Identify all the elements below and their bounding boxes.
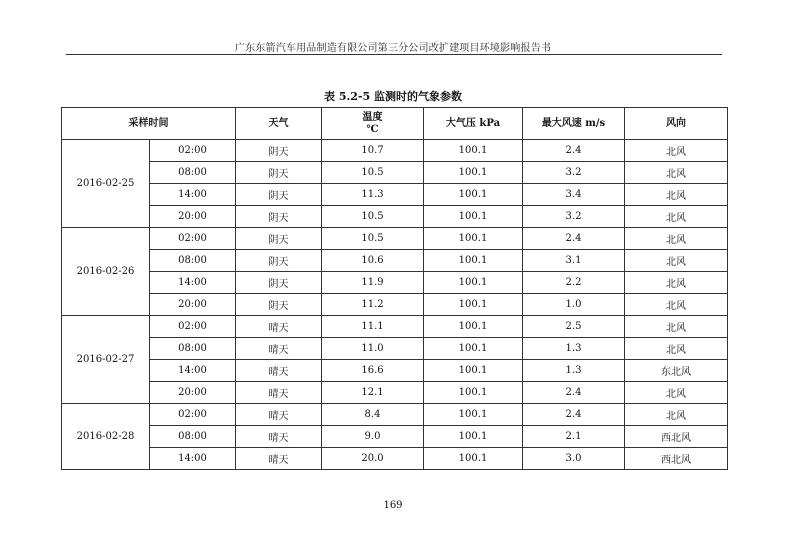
temperature-cell: 10.5 xyxy=(322,206,424,228)
weather-cell: 晴天 xyxy=(236,448,322,470)
weather-cell: 阴天 xyxy=(236,228,322,250)
wind-speed-cell: 1.3 xyxy=(523,360,625,382)
wind-speed-cell: 2.5 xyxy=(523,316,625,338)
wind-speed-cell: 2.2 xyxy=(523,272,625,294)
table-row xyxy=(62,228,728,250)
wind-speed-cell: 2.4 xyxy=(523,382,625,404)
col-header-max-wind-speed: 最大风速 m/s xyxy=(523,108,625,140)
header-divider xyxy=(66,54,722,55)
temperature-cell: 11.9 xyxy=(322,272,424,294)
pressure-cell: 100.1 xyxy=(424,382,523,404)
table-row xyxy=(62,206,728,228)
time-cell: 14:00 xyxy=(150,360,236,382)
weather-parameters-table xyxy=(61,107,728,470)
table-row xyxy=(62,140,728,162)
date-cell: 2016-02-25 xyxy=(62,140,150,228)
weather-cell: 阴天 xyxy=(236,272,322,294)
pressure-cell: 100.1 xyxy=(424,140,523,162)
col-header-weather: 天气 xyxy=(236,108,322,140)
weather-cell: 晴天 xyxy=(236,360,322,382)
pressure-cell: 100.1 xyxy=(424,162,523,184)
temperature-cell: 11.3 xyxy=(322,184,424,206)
temperature-cell: 10.6 xyxy=(322,250,424,272)
pressure-cell: 100.1 xyxy=(424,272,523,294)
wind-direction-cell: 北风 xyxy=(625,140,728,162)
table-row xyxy=(62,426,728,448)
pressure-cell: 100.1 xyxy=(424,360,523,382)
weather-cell: 阴天 xyxy=(236,294,322,316)
wind-direction-cell: 东北风 xyxy=(625,360,728,382)
wind-speed-cell: 3.0 xyxy=(523,448,625,470)
table-row xyxy=(62,162,728,184)
weather-cell: 阴天 xyxy=(236,250,322,272)
time-cell: 14:00 xyxy=(150,272,236,294)
wind-speed-cell: 3.2 xyxy=(523,206,625,228)
wind-speed-cell: 3.4 xyxy=(523,184,625,206)
wind-direction-cell: 北风 xyxy=(625,162,728,184)
wind-speed-cell: 1.0 xyxy=(523,294,625,316)
pressure-cell: 100.1 xyxy=(424,228,523,250)
wind-speed-cell: 2.1 xyxy=(523,426,625,448)
weather-cell: 晴天 xyxy=(236,404,322,426)
time-cell: 20:00 xyxy=(150,382,236,404)
pressure-cell: 100.1 xyxy=(424,426,523,448)
wind-direction-cell: 北风 xyxy=(625,228,728,250)
temperature-cell: 11.2 xyxy=(322,294,424,316)
wind-direction-cell: 北风 xyxy=(625,404,728,426)
table-row xyxy=(62,184,728,206)
date-cell: 2016-02-28 xyxy=(62,404,150,470)
wind-speed-cell: 3.1 xyxy=(523,250,625,272)
weather-cell: 阴天 xyxy=(236,206,322,228)
weather-cell: 晴天 xyxy=(236,316,322,338)
time-cell: 08:00 xyxy=(150,250,236,272)
col-header-pressure: 大气压 kPa xyxy=(424,108,523,140)
table-row xyxy=(62,382,728,404)
wind-direction-cell: 北风 xyxy=(625,184,728,206)
col-header-wind-direction: 风向 xyxy=(625,108,728,140)
wind-direction-cell: 西北风 xyxy=(625,448,728,470)
table-caption: 表 5.2-5 监测时的气象参数 xyxy=(323,90,462,103)
wind-direction-cell: 西北风 xyxy=(625,426,728,448)
weather-cell: 晴天 xyxy=(236,338,322,360)
temperature-cell: 16.6 xyxy=(322,360,424,382)
wind-direction-cell: 北风 xyxy=(625,250,728,272)
time-cell: 02:00 xyxy=(150,140,236,162)
col-header-temperature-unit: ℃ xyxy=(366,123,379,135)
wind-direction-cell: 北风 xyxy=(625,316,728,338)
weather-cell: 阴天 xyxy=(236,184,322,206)
time-cell: 14:00 xyxy=(150,448,236,470)
document-header-title: 广东东箭汽车用品制造有限公司第三分公司改扩建项目环境影响报告书 xyxy=(234,43,552,54)
pressure-cell: 100.1 xyxy=(424,448,523,470)
wind-speed-cell: 2.4 xyxy=(523,404,625,426)
weather-cell: 阴天 xyxy=(236,140,322,162)
wind-speed-cell: 3.2 xyxy=(523,162,625,184)
pressure-cell: 100.1 xyxy=(424,338,523,360)
time-cell: 20:00 xyxy=(150,206,236,228)
pressure-cell: 100.1 xyxy=(424,316,523,338)
pressure-cell: 100.1 xyxy=(424,294,523,316)
pressure-cell: 100.1 xyxy=(424,250,523,272)
pressure-cell: 100.1 xyxy=(424,206,523,228)
time-cell: 08:00 xyxy=(150,162,236,184)
temperature-cell: 20.0 xyxy=(322,448,424,470)
temperature-cell: 11.0 xyxy=(322,338,424,360)
col-header-temperature-label: 温度 xyxy=(362,111,383,123)
table-header-row xyxy=(62,108,728,140)
table-row xyxy=(62,404,728,426)
table-row xyxy=(62,448,728,470)
wind-direction-cell: 北风 xyxy=(625,206,728,228)
col-header-sampling-time: 采样时间 xyxy=(62,108,236,140)
time-cell: 02:00 xyxy=(150,316,236,338)
time-cell: 14:00 xyxy=(150,184,236,206)
wind-speed-cell: 2.4 xyxy=(523,140,625,162)
temperature-cell: 11.1 xyxy=(322,316,424,338)
table-row xyxy=(62,250,728,272)
time-cell: 20:00 xyxy=(150,294,236,316)
temperature-cell: 10.5 xyxy=(322,228,424,250)
pressure-cell: 100.1 xyxy=(424,184,523,206)
weather-cell: 晴天 xyxy=(236,426,322,448)
wind-direction-cell: 北风 xyxy=(625,294,728,316)
temperature-cell: 12.1 xyxy=(322,382,424,404)
date-cell: 2016-02-26 xyxy=(62,228,150,316)
table-row xyxy=(62,294,728,316)
date-cell: 2016-02-27 xyxy=(62,316,150,404)
wind-speed-cell: 2.4 xyxy=(523,228,625,250)
table-row xyxy=(62,360,728,382)
time-cell: 02:00 xyxy=(150,228,236,250)
table-row xyxy=(62,338,728,360)
page-number: 169 xyxy=(383,500,403,511)
wind-direction-cell: 北风 xyxy=(625,272,728,294)
wind-direction-cell: 北风 xyxy=(625,338,728,360)
col-header-temperature xyxy=(322,108,424,140)
temperature-cell: 10.5 xyxy=(322,162,424,184)
temperature-cell: 8.4 xyxy=(322,404,424,426)
temperature-cell: 9.0 xyxy=(322,426,424,448)
table-row xyxy=(62,272,728,294)
pressure-cell: 100.1 xyxy=(424,404,523,426)
wind-speed-cell: 1.3 xyxy=(523,338,625,360)
temperature-cell: 10.7 xyxy=(322,140,424,162)
wind-direction-cell: 北风 xyxy=(625,382,728,404)
weather-cell: 晴天 xyxy=(236,382,322,404)
table-body xyxy=(62,140,728,470)
time-cell: 08:00 xyxy=(150,426,236,448)
time-cell: 08:00 xyxy=(150,338,236,360)
time-cell: 02:00 xyxy=(150,404,236,426)
weather-cell: 阴天 xyxy=(236,162,322,184)
table-row xyxy=(62,316,728,338)
